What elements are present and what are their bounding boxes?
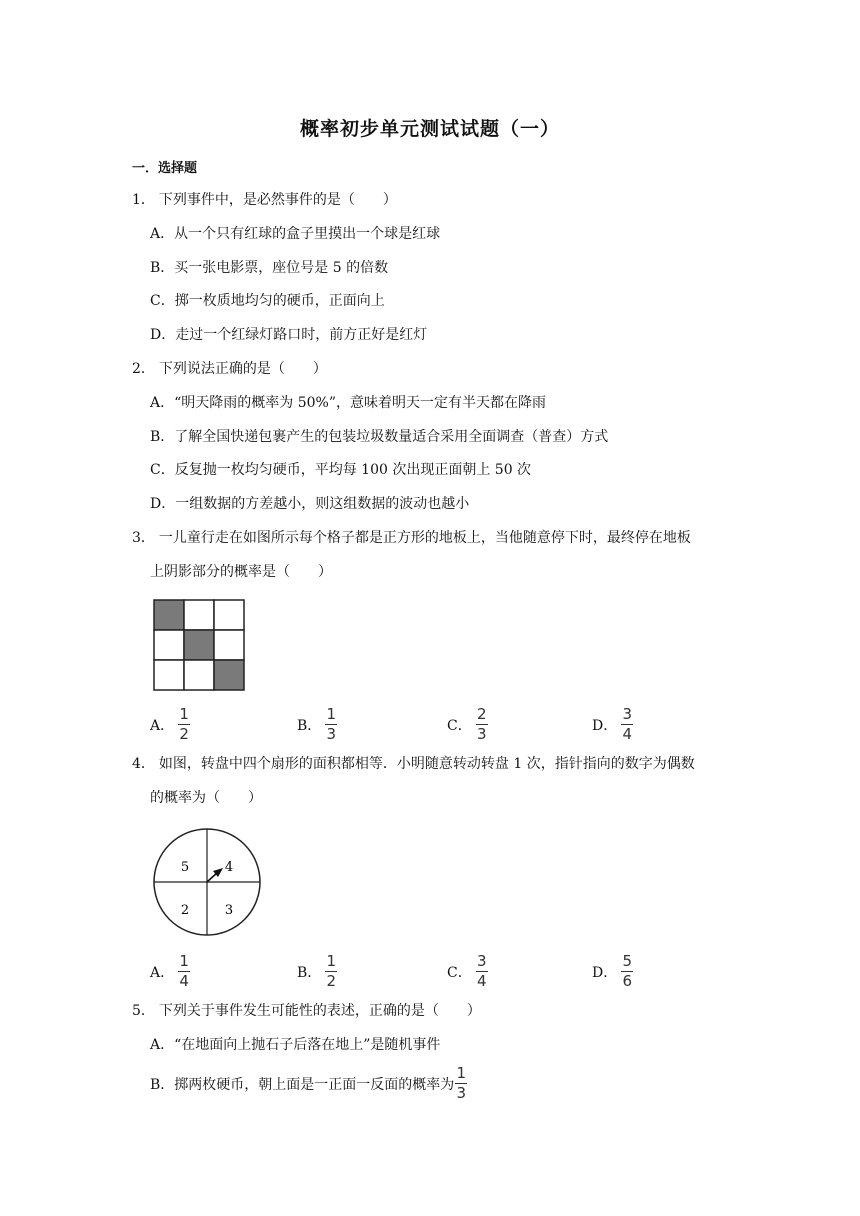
- question-text: 如图，转盘中四个扇形的面积都相等．小明随意转动转盘 1 次，指针指向的数字为偶数: [158, 756, 695, 772]
- q1-option-b: B．买一张电影票，座位号是 5 的倍数: [150, 260, 389, 276]
- fraction: [325, 954, 337, 989]
- grid-cell-shaded: [214, 660, 244, 690]
- choice-label: C．: [447, 717, 472, 734]
- fraction-numerator: 1: [456, 1064, 467, 1082]
- fraction-denominator: 4: [179, 972, 189, 990]
- fraction: [476, 707, 488, 742]
- grid-cell: [184, 600, 214, 630]
- question-number: 3．: [132, 530, 155, 546]
- choice-label: A．: [150, 964, 175, 981]
- fraction-denominator: 3: [476, 725, 487, 743]
- q5-option-b: [150, 1066, 467, 1101]
- question-4: [132, 754, 695, 774]
- question-text: 下列关于事件发生可能性的表述，正确的是（ ）: [158, 1003, 481, 1019]
- floor-grid-figure: [152, 598, 246, 692]
- q1-option-d: D．走过一个红绿灯路口时，前方正好是红灯: [150, 327, 428, 343]
- question-number: 5．: [132, 1003, 155, 1019]
- q2-option-b: B．了解全国快递包裹产生的包装垃圾数量适合采用全面调查（普查）方式: [150, 429, 609, 445]
- q4-choice-d: [592, 954, 633, 989]
- question-2: [132, 359, 327, 379]
- grid-cell: [154, 660, 184, 690]
- q3-choice-c: [447, 707, 488, 742]
- choice-label: B．: [297, 964, 322, 981]
- q2-option-c: C．反复抛一枚均匀硬币，平均每 100 次出现正面朝上 50 次: [150, 462, 532, 478]
- choice-label: D．: [592, 964, 618, 981]
- fraction-denominator: 3: [326, 725, 337, 743]
- choice-label: D．: [592, 717, 618, 734]
- fraction: [621, 707, 633, 742]
- q4-choice-a: [150, 954, 190, 989]
- grid-cell: [154, 630, 184, 660]
- question-number: 1．: [132, 192, 155, 208]
- sector-number-top-right: 4: [224, 860, 234, 875]
- question-text: 下列事件中，是必然事件的是（ ）: [158, 192, 397, 208]
- q2-option-a: A．“明天降雨的概率为 50%”，意味着明天一定有半天都在降雨: [150, 395, 546, 411]
- fraction-numerator: 1: [179, 952, 189, 970]
- fraction-numerator: 2: [476, 705, 487, 723]
- fraction-denominator: 3: [456, 1084, 467, 1102]
- fraction-denominator: 4: [622, 725, 632, 743]
- q1-option-c: C．掷一枚质地均匀的硬币，正面向上: [150, 293, 385, 309]
- grid-cell-shaded: [154, 600, 184, 630]
- question-3-line2: 上阴影部分的概率是（ ）: [150, 564, 332, 580]
- q4-choice-b: [297, 954, 337, 989]
- page-title: 概率初步单元测试试题（一）: [299, 118, 560, 140]
- grid-cell-shaded: [184, 630, 214, 660]
- fraction-denominator: 6: [622, 972, 632, 990]
- q3-choice-d: [592, 707, 633, 742]
- fraction: [325, 707, 337, 742]
- sector-number-bottom-right: 3: [224, 903, 234, 918]
- fraction-denominator: 2: [179, 725, 189, 743]
- choice-label: A．: [150, 717, 175, 734]
- sector-number-top-left: 5: [180, 860, 190, 875]
- section-heading: 一．选择题: [132, 161, 198, 176]
- q1-option-a: A．从一个只有红球的盒子里摸出一个球是红球: [150, 226, 441, 242]
- choice-label: B．: [297, 717, 322, 734]
- fraction-numerator: 3: [622, 705, 632, 723]
- fraction-numerator: 1: [326, 952, 337, 970]
- fraction-numerator: 3: [476, 952, 487, 970]
- fraction-numerator: 1: [326, 705, 337, 723]
- sector-number-bottom-left: 2: [180, 903, 190, 918]
- q5-option-a: A．“在地面向上抛石子后落在地上”是随机事件: [150, 1037, 441, 1053]
- q3-choice-b: [297, 707, 337, 742]
- question-1: [132, 190, 397, 210]
- fraction: [178, 707, 190, 742]
- fraction-numerator: 1: [179, 705, 189, 723]
- grid-cell: [214, 630, 244, 660]
- fraction-numerator: 5: [622, 952, 632, 970]
- fraction: [476, 954, 488, 989]
- question-number: 4．: [132, 756, 155, 772]
- question-number: 2．: [132, 361, 155, 377]
- fraction-denominator: 4: [476, 972, 487, 990]
- question-3: [132, 528, 691, 548]
- fraction: [455, 1066, 467, 1101]
- question-text: 一儿童行走在如图所示每个格子都是正方形的地板上，当他随意停下时，最终停在地板: [158, 530, 691, 546]
- fraction-denominator: 2: [326, 972, 337, 990]
- fraction: [621, 954, 633, 989]
- choice-label: C．: [447, 964, 472, 981]
- grid-cell: [184, 660, 214, 690]
- q2-option-d: D．一组数据的方差越小，则这组数据的波动也越小: [150, 496, 470, 512]
- grid-cell: [214, 600, 244, 630]
- question-text: 下列说法正确的是（ ）: [158, 361, 327, 377]
- option-text: B．掷两枚硬币，朝上面是一正面一反面的概率为: [150, 1076, 455, 1093]
- fraction: [178, 954, 190, 989]
- q4-choice-c: [447, 954, 488, 989]
- q3-choice-a: [150, 707, 190, 742]
- spinner-figure: [151, 826, 263, 938]
- question-5: [132, 1001, 481, 1021]
- question-4-line2: 的概率为（ ）: [150, 790, 262, 806]
